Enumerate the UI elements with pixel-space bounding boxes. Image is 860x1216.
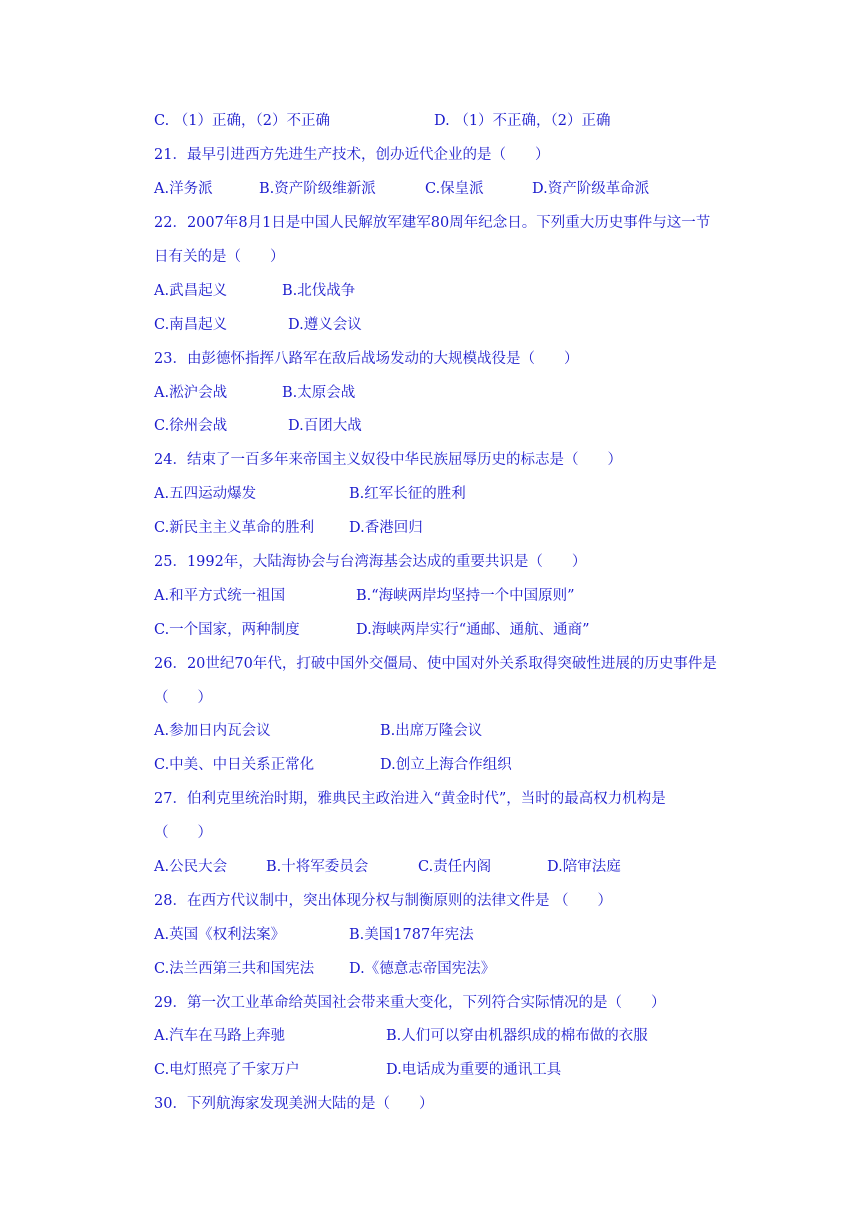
- option-a: A.和平方式统一祖国: [154, 588, 286, 604]
- option-a: A.淞沪会战: [154, 385, 228, 401]
- question-text: 26．20世纪70年代，打破中国外交僵局、使中国对外关系取得突破性进展的历史事件是: [154, 656, 717, 672]
- option-d: D.创立上海合作组织: [380, 757, 512, 773]
- question-text: 23．由彭德怀指挥八路军在敌后战场发动的大规模战役是（ ）: [154, 351, 579, 367]
- option-c: C.南昌起义: [154, 317, 228, 333]
- option-a: A.洋务派: [154, 181, 213, 197]
- option-b: B.十将军委员会: [266, 859, 369, 875]
- option-b: B.北伐战争: [282, 283, 356, 299]
- option-b: B.资产阶级维新派: [259, 181, 376, 197]
- option-d: D.香港回归: [349, 520, 423, 536]
- question-text: 27．伯利克里统治时期，雅典民主政治进入“黄金时代”，当时的最高权力机构是: [154, 791, 666, 807]
- option-b: B.太原会战: [282, 385, 356, 401]
- question-text: 29．第一次工业革命给英国社会带来重大变化，下列符合实际情况的是（ ）: [154, 995, 666, 1011]
- option-a: A.公民大会: [154, 859, 228, 875]
- option-c: C. （1）正确，（2）不正确: [154, 113, 330, 129]
- option-d: D.百团大战: [288, 418, 362, 434]
- option-a: A.英国《权利法案》: [154, 927, 286, 943]
- question-text: 30．下列航海家发现美洲大陆的是（ ）: [154, 1096, 434, 1112]
- option-c: C.责任内阁: [418, 859, 492, 875]
- option-a: A.汽车在马路上奔驰: [154, 1028, 286, 1044]
- option-c: C.法兰西第三共和国宪法: [154, 961, 315, 977]
- question-text: 25．1992年，大陆海协会与台湾海基会达成的重要共识是（ ）: [154, 554, 587, 570]
- question-text: 日有关的是（ ）: [154, 249, 285, 265]
- option-d: D.电话成为重要的通讯工具: [386, 1062, 562, 1078]
- question-text: 21．最早引进西方先进生产技术，创办近代企业的是（ ）: [154, 147, 550, 163]
- question-text: （ ）: [154, 825, 212, 841]
- option-c: C.保皇派: [425, 181, 484, 197]
- question-text: 22．2007年8月1日是中国人民解放军建军80周年纪念日。下列重大历史事件与这一节: [154, 215, 711, 231]
- option-d: D.遵义会议: [288, 317, 362, 333]
- option-c: C.新民主主义革命的胜利: [154, 520, 315, 536]
- option-c: C.徐州会战: [154, 418, 228, 434]
- option-d: D.海峡两岸实行“通邮、通航、通商”: [356, 622, 590, 638]
- option-a: A.五四运动爆发: [154, 486, 257, 502]
- question-text: 24．结束了一百多年来帝国主义奴役中华民族屈辱历史的标志是（ ）: [154, 452, 622, 468]
- option-d: D.资产阶级革命派: [532, 181, 650, 197]
- option-d: D.《德意志帝国宪法》: [349, 961, 496, 977]
- option-d: D.陪审法庭: [547, 859, 621, 875]
- option-b: B.红军长征的胜利: [349, 486, 466, 502]
- option-c: C.中美、中日关系正常化: [154, 757, 315, 773]
- option-c: C.电灯照亮了千家万户: [154, 1062, 300, 1078]
- option-d: D. （1）不正确，（2）正确: [434, 113, 611, 129]
- option-a: A.参加日内瓦会议: [154, 723, 271, 739]
- option-a: A.武昌起义: [154, 283, 228, 299]
- option-b: B.美国1787年宪法: [349, 927, 474, 943]
- question-text: （ ）: [154, 690, 212, 706]
- option-b: B.出席万隆会议: [380, 723, 483, 739]
- option-b: B.人们可以穿由机器织成的棉布做的衣服: [386, 1028, 648, 1044]
- question-text: 28．在西方代议制中，突出体现分权与制衡原则的法律文件是 （ ）: [154, 893, 613, 909]
- option-c: C.一个国家，两种制度: [154, 622, 300, 638]
- option-b: B.“海峡两岸均坚持一个中国原则”: [356, 588, 575, 604]
